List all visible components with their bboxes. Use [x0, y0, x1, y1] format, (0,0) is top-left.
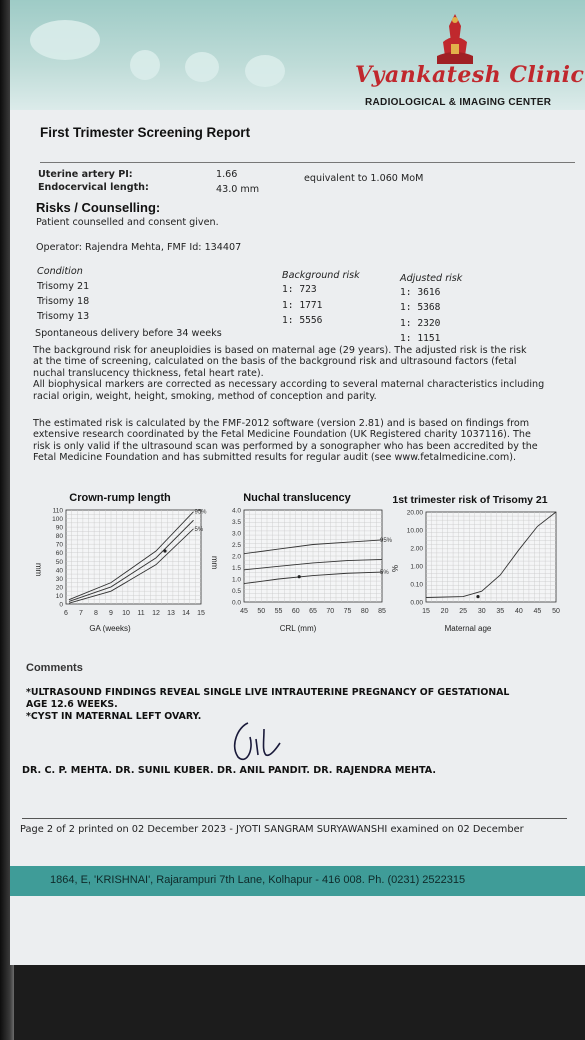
endocervical-value: 43.0 mm [216, 184, 260, 195]
risk-adjusted: 1: 2320 [400, 318, 441, 329]
y-tick-label: 20.00 [406, 509, 423, 517]
y-tick-label: 4.0 [231, 507, 241, 515]
y-tick-label: 40 [55, 567, 63, 575]
series-label: 95% [194, 509, 207, 516]
nt-chart-ylabel: mm [210, 556, 219, 570]
comments-heading: Comments [26, 662, 83, 674]
x-tick-label: 20 [440, 608, 449, 615]
header-band [10, 0, 585, 110]
x-tick-label: 85 [378, 608, 386, 615]
uterine-artery-value: 1.66 [216, 169, 238, 180]
y-tick-label: 80 [55, 533, 63, 541]
x-tick-label: 55 [274, 608, 283, 615]
x-tick-label: 15 [197, 610, 205, 617]
x-tick-label: 8 [94, 610, 98, 617]
crl-chart-ylabel: mm [34, 563, 43, 577]
nt-chart-svg [210, 488, 393, 638]
y-tick-label: 2.0 [231, 553, 241, 561]
x-tick-label: 7 [79, 610, 83, 617]
signature-mark [220, 715, 290, 765]
page-footer: Page 2 of 2 printed on 02 December 2023 - JYOTI SANGRAM SURYAWANSHI examined on 02 December [20, 824, 524, 835]
report-title: First Trimester Screening Report [40, 125, 251, 140]
y-tick-label: 1.5 [231, 565, 241, 572]
risk-background: 1: 1771 [282, 300, 323, 311]
y-tick-label: 10 [55, 592, 63, 600]
y-tick-label: 0 [59, 601, 63, 609]
y-tick-label: 50 [55, 558, 63, 566]
y-tick-label: 0.10 [410, 581, 423, 589]
y-tick-label: 3.0 [231, 530, 241, 538]
x-tick-label: 14 [182, 610, 190, 617]
risk-condition: Trisomy 13 [37, 311, 90, 322]
x-tick-label: 70 [326, 608, 335, 615]
decor-bubble [185, 52, 219, 82]
x-tick-label: 45 [533, 608, 542, 615]
col-background: Background risk [282, 270, 360, 281]
risk-adjusted: 1: 3616 [400, 287, 441, 298]
risks-heading: Risks / Counselling: [36, 200, 161, 215]
x-tick-label: 50 [552, 608, 560, 615]
clinic-name: Vyankatesh Clinic [355, 62, 585, 88]
risk-condition: Trisomy 21 [37, 281, 90, 292]
crl-chart [32, 488, 207, 638]
uterine-artery-mom: equivalent to 1.060 MoM [304, 173, 424, 184]
y-tick-label: 10.00 [406, 527, 423, 535]
y-tick-label: 90 [55, 524, 63, 532]
decor-bubble [30, 20, 100, 60]
x-tick-label: 15 [422, 608, 430, 615]
x-tick-label: 30 [477, 608, 486, 615]
risk-condition: Trisomy 18 [37, 296, 90, 307]
comment-line: AGE 12.6 WEEKS. [26, 699, 118, 710]
report-page [10, 0, 585, 965]
nt-chart [210, 488, 393, 638]
crl-chart-xlabel: GA (weeks) [89, 624, 131, 633]
x-tick-label: 6 [64, 610, 68, 617]
y-tick-label: 1.0 [231, 576, 241, 584]
col-adjusted: Adjusted risk [400, 273, 463, 284]
decor-bubble [130, 50, 160, 80]
crl-chart-svg [32, 488, 207, 638]
y-tick-label: 2.5 [231, 542, 241, 549]
y-tick-label: 100 [52, 516, 63, 524]
y-tick-label: 0.00 [410, 599, 423, 607]
t21-chart [388, 490, 563, 640]
risk-background: 1: 723 [282, 284, 317, 295]
nt-chart-xlabel: CRL (mm) [279, 624, 317, 633]
risk-explanation: The background risk for aneuploidies is based on maternal age (29 years). The adjusted risk is the risk at the time of screening, calculated on the basis of the background risk and ultrasound factors (fetal nuchal translucency thickness, fetal heart rate). All biophysical markers are corrected as necessary according to several maternal characteristics including racial origin, weight, height, smoking, method of conception and parity. [33, 345, 545, 402]
operator-line: Operator: Rajendra Mehta, FMF Id: 134407 [36, 242, 242, 253]
x-tick-label: 80 [360, 608, 369, 615]
divider [40, 162, 575, 163]
t21-chart-svg [388, 490, 563, 640]
doctors-line: DR. C. P. MEHTA. DR. SUNIL KUBER. DR. ANIL PANDIT. DR. RAJENDRA MEHTA. [22, 765, 437, 776]
col-condition: Condition [37, 266, 83, 277]
y-tick-label: 1.00 [410, 563, 423, 571]
y-tick-label: 110 [52, 507, 63, 515]
y-tick-label: 70 [55, 541, 63, 549]
risk-adjusted: 1: 5368 [400, 302, 441, 313]
comment-line: *ULTRASOUND FINDINGS REVEAL SINGLE LIVE INTRAUTERINE PREGNANCY OF GESTATIONAL [26, 687, 510, 698]
t21-chart-xlabel: Maternal age [444, 624, 492, 633]
x-tick-label: 12 [152, 610, 160, 617]
risk-methodology: The estimated risk is calculated by the FMF-2012 software (version 2.81) and is based on findings from extensive research coordinated by the Fetal Medicine Foundation (UK Registered charity 1037116). The risk is only valid if the ultrasound scan was performed by a sonographer who has been accredited by the Fetal Medicine Foundation and has submitted results for regular audit (see www.fetalmedicine.com). [33, 418, 538, 464]
t21-chart-title: 1st trimester risk of Trisomy 21 [392, 494, 548, 506]
clinic-subtitle: RADIOLOGICAL & IMAGING CENTER [365, 97, 552, 108]
x-tick-label: 11 [137, 610, 145, 617]
crl-chart-title: Crown-rump length [69, 492, 171, 504]
x-tick-label: 9 [109, 610, 113, 617]
y-tick-label: 0.0 [231, 599, 241, 607]
y-tick-label: 0.5 [231, 588, 241, 595]
x-tick-label: 40 [514, 608, 523, 615]
t21-chart-ylabel: % [390, 565, 399, 573]
x-tick-label: 35 [496, 608, 505, 615]
risk-condition: Spontaneous delivery before 34 weeks [35, 328, 222, 339]
counselling-note: Patient counselled and consent given. [36, 217, 219, 228]
patient-marker [298, 575, 301, 578]
series-label: 5% [194, 526, 204, 533]
y-tick-label: 3.5 [231, 519, 241, 526]
endocervical-label: Endocervical length: [38, 182, 149, 193]
x-tick-label: 13 [167, 610, 175, 617]
clinic-address: 1864, E, 'KRISHNAI', Rajarampuri 7th Lane, Kolhapur - 416 008. Ph. (0231) 2522315 [50, 874, 466, 886]
risk-background: 1: 5556 [282, 315, 323, 326]
x-tick-label: 10 [122, 610, 130, 617]
series-label: 5% [380, 570, 389, 577]
x-tick-label: 25 [459, 608, 468, 615]
y-tick-label: 20 [55, 584, 63, 592]
decor-bubble [245, 55, 285, 87]
x-tick-label: 75 [343, 608, 352, 615]
risk-adjusted: 1: 1151 [400, 333, 441, 344]
x-tick-label: 65 [309, 608, 317, 615]
x-tick-label: 50 [257, 608, 266, 615]
series-label: 95% [380, 537, 393, 544]
patient-marker [476, 595, 479, 598]
x-tick-label: 45 [240, 608, 248, 615]
patient-marker [163, 549, 166, 552]
y-tick-label: 2.00 [410, 545, 423, 553]
y-tick-label: 60 [55, 550, 63, 558]
x-tick-label: 60 [291, 608, 300, 615]
comment-line: *CYST IN MATERNAL LEFT OVARY. [26, 711, 202, 722]
divider [22, 818, 567, 819]
y-tick-label: 30 [55, 575, 63, 583]
uterine-artery-label: Uterine artery PI: [38, 169, 133, 180]
nt-chart-title: Nuchal translucency [243, 492, 351, 504]
